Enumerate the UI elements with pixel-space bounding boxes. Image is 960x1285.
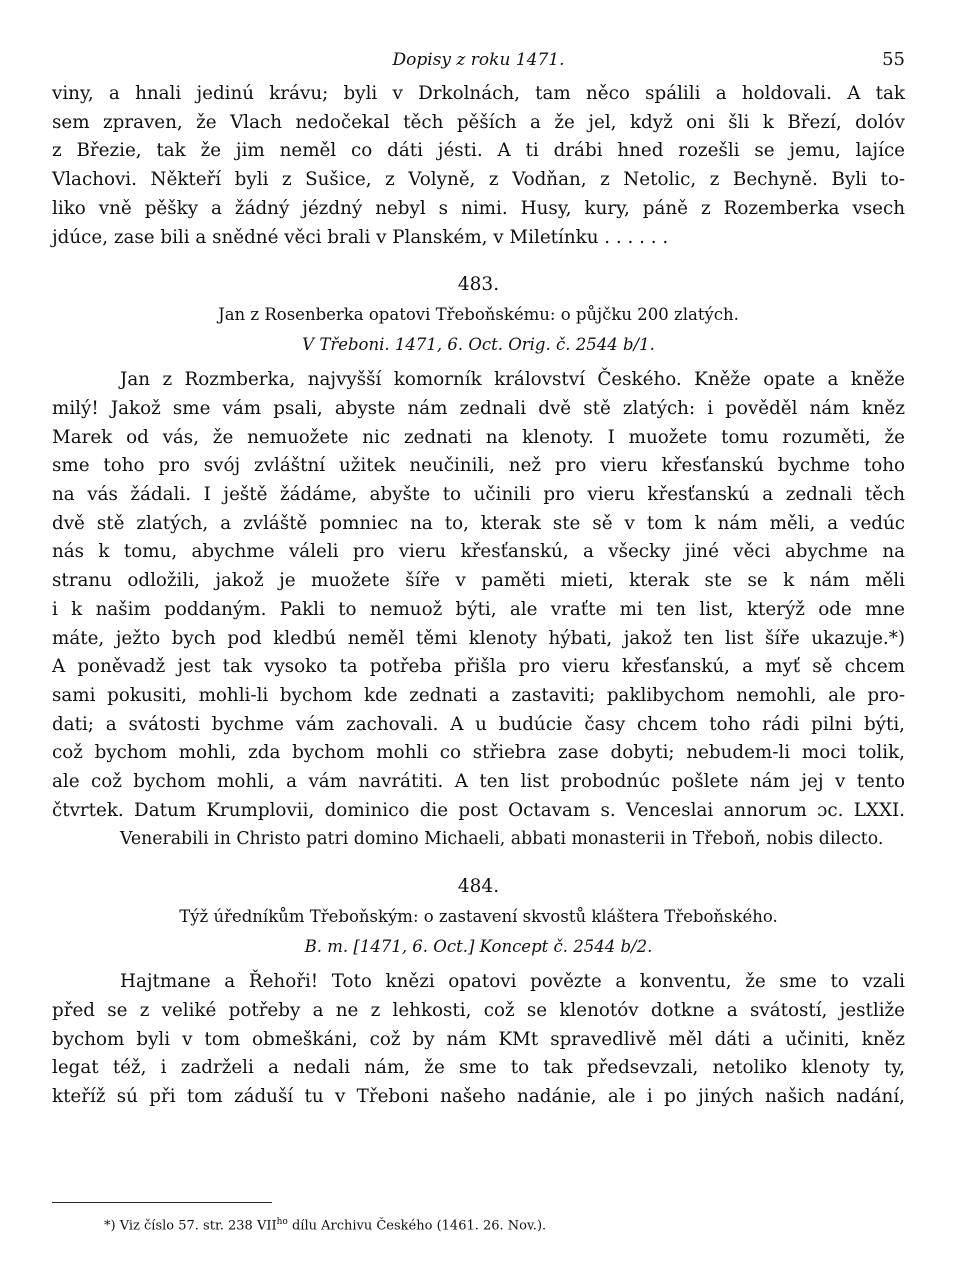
- footnote: [104, 1212, 546, 1236]
- document-body: [52, 968, 905, 1112]
- text-line: stranu odložili, jakož je muožete šíře v paměti mieti, kterak ste se k nám měli: [52, 570, 905, 592]
- text-line: sem zpraven, že Vlach nedočekal těch pěších a že jel, když oni šli k Březí, dolóv: [52, 111, 905, 133]
- text-line: jdúce, zase bili a snědné věci brali v Planském, v Miletínku . . . . . .: [52, 226, 669, 248]
- text-line: Marek od vás, že nemuožete nic zednati na klenoty. I muožete tomu rozuměti, že: [52, 426, 905, 448]
- text-line: na vás žádali. I ještě žádáme, abyšte to učinili pro vieru křesťanskú a zednali těch: [52, 484, 905, 506]
- text-line: i k našim poddaným. Pakli to nemuož býti, ale vraťte mi ten list, kterýž ode mne: [52, 598, 905, 620]
- footnote-superscript: ho: [276, 1217, 288, 1227]
- text-line: sme toho pro svój zvláštní užitek neučinili, než pro vieru křesťanskú bychme toho: [52, 455, 905, 477]
- text-line: Vlachovi. Někteří byli z Sušice, z Volyně, z Vodňan, z Netolic, z Bechyně. Byli to-: [52, 169, 905, 191]
- text-line: dvě stě zlatých, a zvláště pomniec na to, kterak ste sě v tom k nám měli, a vedúc: [52, 512, 905, 534]
- running-title: Dopisy z roku 1471.: [392, 50, 565, 70]
- text-line: nás k tomu, abychme váleli pro vieru křesťanskú, a všecky jiné věci abychme na: [52, 541, 905, 563]
- text-line: čtvrtek. Datum Krumplovii, dominico die post Octavam s. Venceslai annorum ɔc. LXXI.: [52, 799, 905, 821]
- page-number: 55: [882, 49, 905, 70]
- footnote-text-end: dílu Archivu Českého (1461. 26. Nov.).: [287, 1218, 547, 1234]
- text-line: kteříž sú při tom záduší tu v Třeboni našeho nadánie, ale i po jiných našich nadání,: [52, 1085, 905, 1107]
- footnote-rule: [52, 1202, 272, 1203]
- letter-address: Venerabili in Christo patri domino Michaeli, abbati monasterii in Třeboň, nobis dilecto.: [120, 829, 884, 850]
- document-heading: Týž úředníkům Třeboňským: o zastavení skvostů kláštera Třeboňského.: [179, 907, 778, 927]
- text-line: ale což bychom mohli, a vám navrátiti. A ten list probodnúc pošlete nám jej v tento: [52, 771, 905, 793]
- footnote-marker: *): [104, 1218, 116, 1234]
- text-line: z Březie, tak že jim neměl co dáti jésti. A ti drábi hned rozešli se jemu, lajíce: [52, 140, 905, 162]
- document-heading: Jan z Rosenberka opatovi Třeboňskému: o půjčku 200 zlatých.: [218, 305, 739, 325]
- text-line: což bychom mohli, zda bychom mohli co střiebra zase dobyti; nebudem-li moci tolik,: [52, 742, 905, 764]
- text-line: liko vně pěšky a žádný jézdný nebyl s nimi. Husy, kury, páně z Rozemberka vsech: [52, 197, 905, 219]
- text-line: Hajtmane a Řehoři! Toto knězi opatovi povězte a konventu, že sme to vzali: [120, 971, 905, 993]
- document-number: 484.: [457, 876, 500, 898]
- text-line: viny, a hnali jedinú krávu; byli v Drkolnách, tam něco spálili a holdovali. A tak: [52, 83, 905, 104]
- text-line: bychom byli v tom obmeškáni, což by nám KMt spravedlivě měl dáti a učiniti, kněz: [52, 1028, 905, 1050]
- continuation-paragraph: [52, 80, 905, 252]
- document-484: [52, 872, 905, 1112]
- document-source: V Třeboni. 1471, 6. Oct. Orig. č. 2544 b/1.: [302, 335, 655, 355]
- text-line: dati; a svátosti bychme vám zachovali. A u budúcie časy chcem toho rádi pilni býti,: [52, 713, 905, 735]
- document-483: [52, 270, 905, 854]
- document-body: [52, 366, 905, 825]
- document-number: 483.: [457, 274, 500, 296]
- text-line: legat též, i zadrželi a nedali nám, že sme to tak předsevzali, netoliko klenoty ty,: [52, 1057, 905, 1079]
- text-line: milý! Jakož sme vám psali, abyste nám zednali dvě stě zlatých: i pověděl nám kněz: [52, 397, 905, 419]
- text-line: Jan z Rozmberka, najvyšší komorník království Českého. Kněže opate a kněže: [120, 369, 905, 391]
- text-line: A poněvadž jest tak vysoko ta potřeba přišla pro vieru křesťanskú, a myť sě chcem: [52, 656, 905, 678]
- text-line: sami pokusiti, mohli-li bychom kde zednati a zastaviti; paklibychom nemohli, ale pro-: [52, 684, 905, 706]
- footnote-text: Viz číslo 57. str. 238 VII: [119, 1218, 277, 1234]
- book-page: [52, 40, 905, 1270]
- running-head: [52, 40, 905, 80]
- text-line: před se z veliké potřeby a ne z lehkosti, což se klenotóv dotkne a svátostí, jestliže: [52, 999, 905, 1021]
- document-source: B. m. [1471, 6. Oct.] Koncept č. 2544 b/2.: [304, 937, 653, 957]
- text-line: máte, ježto bych pod kledbú neměl těmi klenoty hýbati, jakož ten list šíře ukazuje.*): [52, 627, 905, 649]
